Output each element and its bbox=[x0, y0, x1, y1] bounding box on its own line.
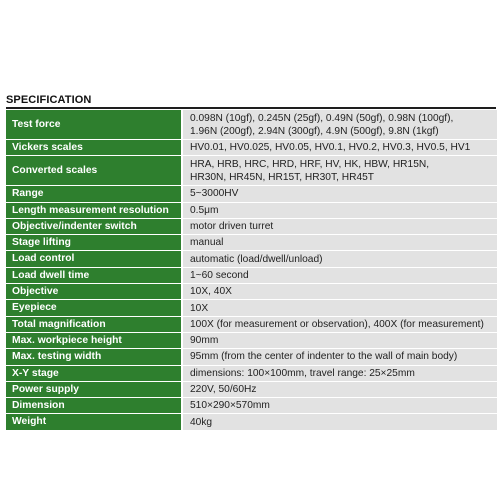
spec-value bbox=[183, 186, 497, 201]
spec-value bbox=[183, 349, 497, 364]
spec-row bbox=[6, 414, 497, 430]
spec-value-line: 0.098N (10gf), 0.245N (25gf), 0.49N (50gf), 0.98N (100gf), bbox=[190, 112, 454, 124]
spec-heading: SPECIFICATION bbox=[6, 94, 92, 106]
spec-label: Objective/indenter switch bbox=[6, 219, 183, 234]
spec-label: Max. workpiece height bbox=[6, 333, 183, 348]
spec-label: Load control bbox=[6, 251, 183, 266]
spec-row bbox=[6, 219, 497, 235]
spec-value-line: 510×290×570mm bbox=[190, 400, 270, 412]
spec-label: Dimension bbox=[6, 398, 183, 413]
spec-value-line: 100X (for measurement or observation), 400X (for measurement) bbox=[190, 318, 484, 330]
spec-row bbox=[6, 398, 497, 414]
spec-label: Objective bbox=[6, 284, 183, 299]
spec-value bbox=[183, 333, 497, 348]
spec-value-line: 95mm (from the center of indenter to the wall of main body) bbox=[190, 351, 458, 363]
spec-row bbox=[6, 268, 497, 284]
spec-row bbox=[6, 140, 497, 156]
heading-divider bbox=[6, 107, 496, 109]
spec-row bbox=[6, 349, 497, 365]
spec-value-line: motor driven turret bbox=[190, 221, 274, 233]
spec-label: Load dwell time bbox=[6, 268, 183, 283]
spec-label: Power supply bbox=[6, 382, 183, 397]
spec-label: Max. testing width bbox=[6, 349, 183, 364]
spec-value-line: 220V, 50/60Hz bbox=[190, 384, 257, 395]
spec-row bbox=[6, 333, 497, 349]
spec-value bbox=[183, 366, 497, 381]
spec-value bbox=[183, 156, 497, 185]
spec-value-line: 1.96N (200gf), 2.94N (300gf), 4.9N (500gf), 9.8N (1kgf) bbox=[190, 125, 439, 137]
spec-row bbox=[6, 110, 497, 140]
spec-value bbox=[183, 317, 497, 332]
spec-value bbox=[183, 235, 497, 250]
spec-label: Eyepiece bbox=[6, 300, 183, 315]
spec-label: Length measurement resolution bbox=[6, 203, 183, 218]
spec-label: Weight bbox=[6, 414, 183, 429]
spec-value-line: dimensions: 100×100mm, travel range: 25×25mm bbox=[190, 367, 415, 379]
spec-value-line: 10X bbox=[190, 302, 209, 314]
spec-value-line: 40kg bbox=[190, 416, 213, 428]
spec-value bbox=[183, 140, 497, 155]
spec-row bbox=[6, 284, 497, 300]
spec-row bbox=[6, 235, 497, 251]
spec-row bbox=[6, 156, 497, 186]
spec-value-line: 90mm bbox=[190, 335, 219, 347]
spec-value bbox=[183, 268, 497, 283]
spec-table bbox=[6, 110, 497, 431]
spec-row bbox=[6, 317, 497, 333]
spec-value-line: 1~60 second bbox=[190, 269, 249, 281]
spec-value bbox=[183, 414, 497, 429]
spec-label: Stage lifting bbox=[6, 235, 183, 250]
spec-value bbox=[183, 300, 497, 315]
spec-value-line: manual bbox=[190, 237, 224, 249]
spec-value-line: 0.5μm bbox=[190, 204, 219, 216]
spec-value bbox=[183, 110, 497, 139]
spec-label: Test force bbox=[6, 110, 183, 139]
spec-value bbox=[183, 398, 497, 413]
spec-label: X-Y stage bbox=[6, 366, 183, 381]
spec-label: Converted scales bbox=[6, 156, 183, 185]
spec-value-line: HR30N, HR45N, HR15T, HR30T, HR45T bbox=[190, 171, 374, 183]
spec-label: Vickers scales bbox=[6, 140, 183, 155]
spec-row bbox=[6, 186, 497, 202]
spec-value bbox=[183, 203, 497, 218]
spec-value bbox=[183, 382, 497, 397]
spec-row bbox=[6, 300, 497, 316]
spec-label: Total magnification bbox=[6, 317, 183, 332]
spec-value bbox=[183, 219, 497, 234]
spec-value-line: 10X, 40X bbox=[190, 286, 232, 298]
spec-row bbox=[6, 366, 497, 382]
spec-value bbox=[183, 284, 497, 299]
spec-value-line: 5~3000HV bbox=[190, 188, 239, 200]
spec-value bbox=[183, 251, 497, 266]
spec-row bbox=[6, 203, 497, 219]
spec-row bbox=[6, 382, 497, 398]
spec-value-line: HV0.01, HV0.025, HV0.05, HV0.1, HV0.2, HV0.3, HV0.5, HV1 bbox=[190, 142, 471, 154]
spec-row bbox=[6, 251, 497, 267]
spec-value-line: HRA, HRB, HRC, HRD, HRF, HV, HK, HBW, HR15N, bbox=[190, 158, 430, 170]
spec-value-line: automatic (load/dwell/unload) bbox=[190, 253, 323, 265]
spec-label: Range bbox=[6, 186, 183, 201]
